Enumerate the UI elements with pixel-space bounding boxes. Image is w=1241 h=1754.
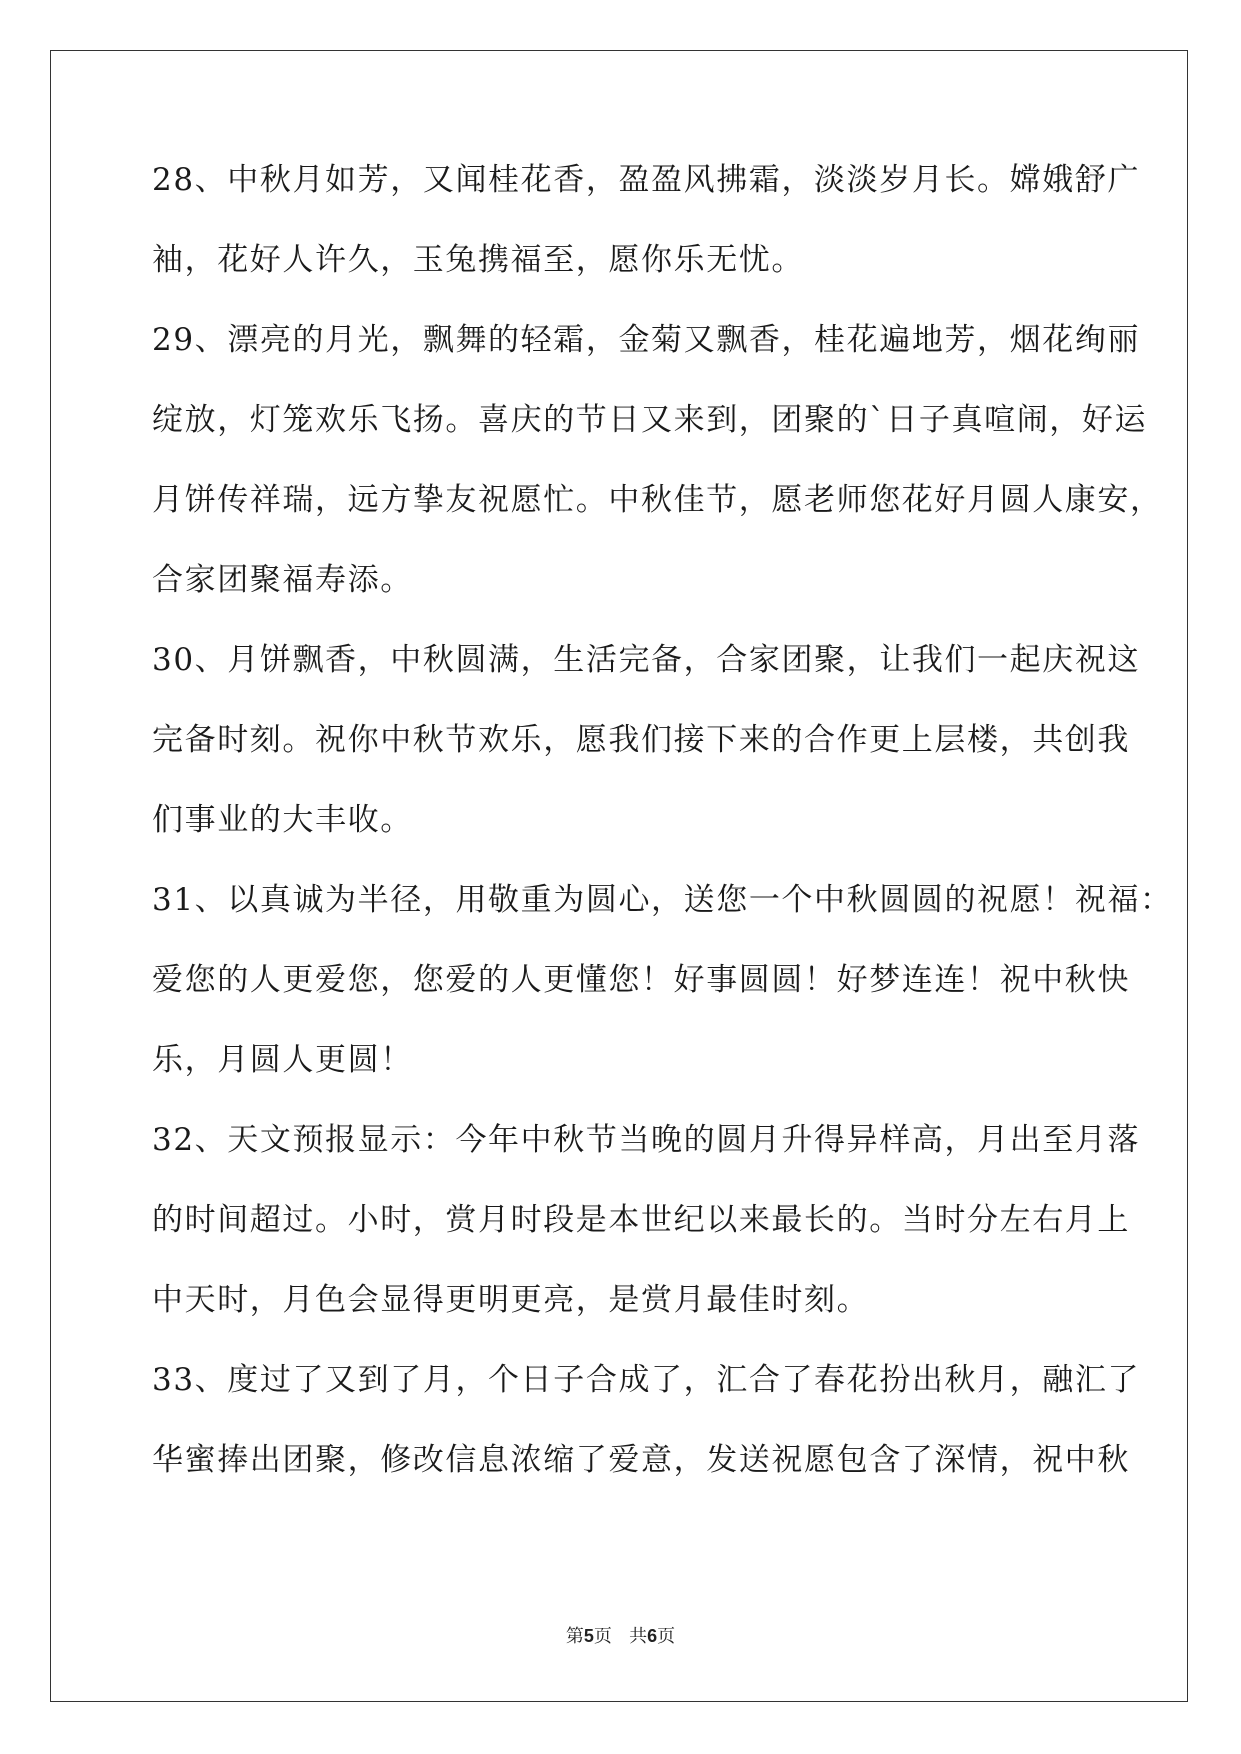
total-pages-unit: 页	[657, 1626, 676, 1647]
text-line: 华蜜捧出团聚，修改信息浓缩了爱意，发送祝愿包含了深情，祝中秋	[152, 1442, 1130, 1478]
text-line: 爱您的人更爱您，您爱的人更懂您！好事圆圆！好梦连连！祝中秋快	[152, 962, 1130, 998]
text-line: 完备时刻。祝你中秋节欢乐，愿我们接下来的合作更上层楼，共创我	[152, 722, 1130, 758]
text-line: 袖，花好人许久，玉兔携福至，愿你乐无忧。	[152, 242, 804, 278]
text-line: 30、月饼飘香，中秋圆满，生活完备，合家团聚，让我们一起庆祝这	[152, 642, 1141, 678]
page-number-prefix: 第	[565, 1626, 584, 1647]
text-line: 29、漂亮的月光，飘舞的轻霜，金菊又飘香，桂花遍地芳，烟花绚丽	[152, 322, 1141, 358]
text-line: 的时间超过。小时，赏月时段是本世纪以来最长的。当时分左右月上	[152, 1202, 1130, 1238]
text-line: 28、中秋月如芳，又闻桂花香，盈盈风拂霜，淡淡岁月长。嫦娥舒广	[152, 162, 1141, 198]
text-line: 合家团聚福寿添。	[152, 562, 413, 598]
text-line: 乐，月圆人更圆！	[152, 1042, 413, 1078]
current-page-number: 5	[583, 1626, 594, 1646]
total-pages-number: 6	[647, 1626, 658, 1646]
text-line: 32、天文预报显示：今年中秋节当晚的圆月升得异样高，月出至月落	[152, 1122, 1141, 1158]
page-footer	[0, 1622, 1241, 1648]
text-line: 月饼传祥瑞，远方挚友祝愿忙。中秋佳节，愿老师您花好月圆人康安，	[152, 482, 1163, 518]
text-line: 31、以真诚为半径，用敬重为圆心，送您一个中秋圆圆的祝愿！祝福：	[152, 882, 1173, 918]
total-pages-prefix: 共	[629, 1626, 648, 1647]
document-body	[152, 160, 1173, 1520]
text-line: 中天时，月色会显得更明更亮，是赏月最佳时刻。	[152, 1282, 870, 1318]
text-line: 33、度过了又到了月，个日子合成了，汇合了春花扮出秋月，融汇了	[152, 1362, 1141, 1398]
text-line: 们事业的大丰收。	[152, 802, 413, 838]
page-unit: 页	[593, 1626, 612, 1647]
text-line: 绽放，灯笼欢乐飞扬。喜庆的节日又来到，团聚的`日子真喧闹，好运	[152, 402, 1148, 438]
